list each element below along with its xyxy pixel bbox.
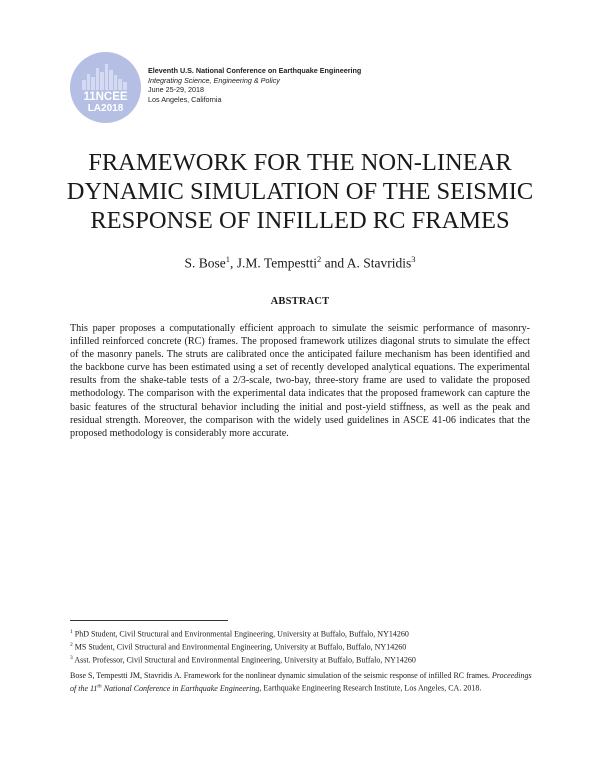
footnote-text: Asst. Professor, Civil Structural and Environmental Engineering, University at Buffalo, Buffalo, NY14260	[74, 655, 416, 665]
conference-dates: June 25-29, 2018	[148, 85, 204, 95]
footnote	[70, 653, 540, 666]
title-line: RESPONSE OF INFILLED RC FRAMES	[90, 207, 510, 234]
citation-publisher: , Earthquake Engineering Research Institute, Los Angeles, CA. 2018.	[259, 683, 482, 693]
footnote-number: 1	[70, 629, 73, 635]
conference-tagline: Integrating Science, Engineering & Policy	[148, 75, 280, 85]
footnote-number: 3	[70, 654, 73, 661]
paper-title	[40, 148, 560, 235]
title-line: DYNAMIC SIMULATION OF THE SEISMIC	[66, 178, 534, 205]
author-separator: ,	[230, 255, 237, 271]
citation	[70, 670, 532, 694]
author-affiliation-mark: 2	[316, 254, 322, 264]
title-line: FRAMEWORK FOR THE NON-LINEAR	[88, 149, 512, 176]
author-list	[0, 254, 600, 272]
author-affiliation-mark: 3	[411, 254, 416, 264]
author-name: S. Bose	[184, 255, 226, 271]
footnote-text: MS Student, Civil Structural and Environmental Engineering, University at Buffalo, Buffalo, NY14260	[74, 642, 407, 652]
footnotes	[70, 627, 540, 666]
abstract-text: This paper proposes a computationally efficient approach to simulate the seismic performance of masonry-infilled reinforced concrete (RC) frames. The proposed framework utilizes diagonal struts to simulate the effect of the masonry panels. The struts are calibrated once the anticipated failure mechanism has been identified and the backbone curve has been estimated using a set of recently developed analytical equations. The experimental results from the shake-table tests of a 2/3-scale, two-bay, three-story frame are used to validate the proposed methodology. The comparison with the experimental data indicates that the proposed framework can capture the basic features of the structural behavior including the initial and post-yield stiffness, as well as the peak and residual strength. Moreover, the comparison with the widely used guidelines in ASCE 41-06 indicates that the proposed methodology is considerably more accurate.	[70, 323, 530, 439]
conference-logo	[70, 52, 141, 123]
footnote-text: PhD Student, Civil Structural and Environmental Engineering, University at Buffalo, Buffalo, NY14260	[74, 629, 409, 639]
author-affiliation-mark: 1	[225, 254, 231, 264]
logo-text-line1: 11NCEE	[83, 91, 128, 103]
citation-proceedings: Proceedings of the 11th National Conference in Earthquake Engineering	[70, 671, 532, 693]
author-separator: and	[321, 255, 347, 271]
conference-location: Los Angeles, California	[148, 94, 222, 104]
footnote-divider	[70, 620, 228, 621]
author-name: A. Stavridis	[346, 255, 412, 271]
citation-authors-title: Bose S, Tempestti JM, Stavridis A. Framework for the nonlinear dynamic simulation of the seismic response of infilled RC frames.	[70, 671, 492, 680]
footnote	[70, 640, 540, 653]
abstract-heading: ABSTRACT	[270, 296, 330, 307]
conference-name: Eleventh U.S. National Conference on Earthquake Engineering	[148, 66, 362, 75]
conference-info	[148, 66, 361, 104]
footnote	[70, 627, 540, 640]
footnote-number: 2	[70, 641, 73, 648]
author-name: J.M. Tempestti	[236, 255, 317, 271]
logo-text-line2: LA2018	[87, 103, 124, 114]
